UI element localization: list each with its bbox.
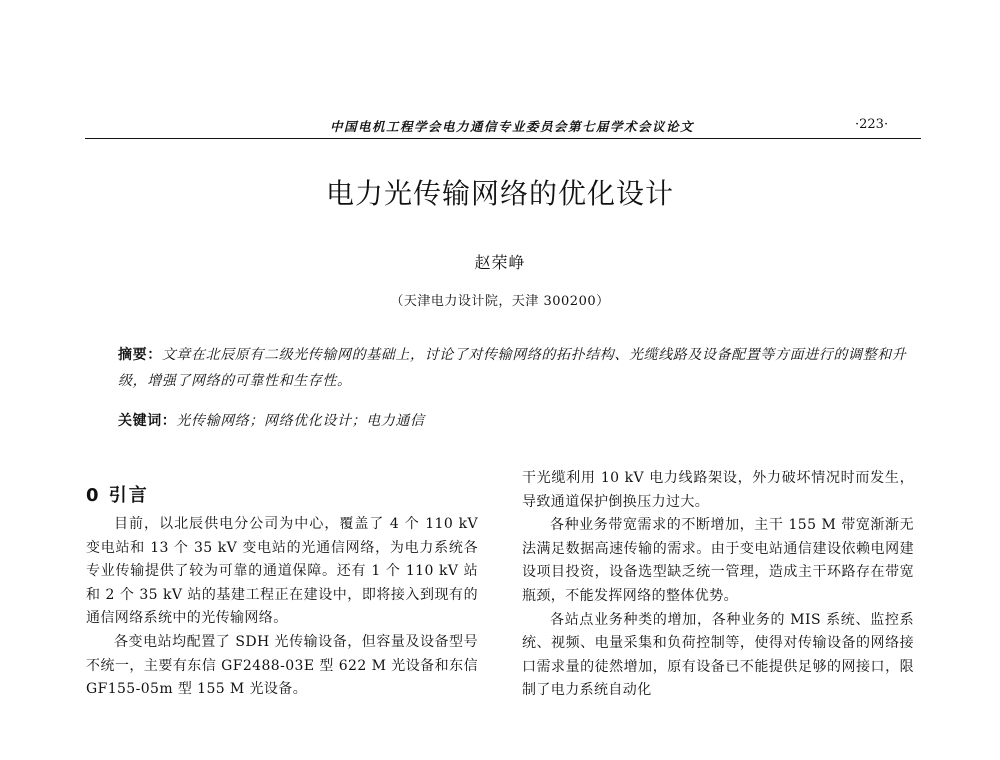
keywords-label: 关键词： <box>118 413 177 429</box>
page-number: ·223· <box>855 117 889 132</box>
abstract-text: 文章在北辰原有二级光传输网的基础上，讨论了对传输网络的拓扑结构、光缆线路及设备配置等方面进行的调整和升级，增强了网络的可靠性和生存性。 <box>118 347 907 389</box>
right-column <box>522 467 914 703</box>
keywords-text: 光传输网络；网络优化设计；电力通信 <box>176 413 425 429</box>
abstract <box>118 342 908 394</box>
paragraph: 各种业务带宽需求的不断增加，主干 155 M 带宽渐渐无法满足数据高速传输的需求。由于变电站通信建设依赖电网建设项目投资，设备选型缺乏统一管理，造成主干环路存在带宽瓶颈，不能发挥网络的整体优势。 <box>522 517 914 604</box>
author: 赵荣峥 <box>474 253 526 272</box>
affiliation: （天津电力设计院，天津 300200） <box>390 294 610 309</box>
paragraph: 各变电站均配置了 SDH 光传输设备，但容量及设备型号不统一，主要有东信 GF2488-03E 型 622 M 光设备和东信 GF155-05m 型 155 M 光设备。 <box>86 633 478 698</box>
keywords <box>118 408 908 434</box>
paragraph: 各站点业务种类的增加，各种业务的 MIS 系统、监控系统、视频、电量采集和负荷控制等，使得对传输设备的网络接口需求量的徒然增加，原有设备已不能提供足够的网接口，限制了电力系统自动化 <box>522 611 914 699</box>
paper-title: 电力光传输网络的优化设计 <box>325 177 674 210</box>
left-column <box>86 513 478 702</box>
paragraph-continued: 干光缆利用 10 kV 电力线路架设，外力破坏情况时而发生，导致通道保护倒换压力过大。 <box>522 470 914 510</box>
paragraph: 目前，以北辰供电分公司为中心，覆盖了 4 个 110 kV 变电站和 13 个 35 kV 变电站的光通信网络，为电力系统各专业传输提供了较为可靠的通道保障。还有 1 个 110 kV 站和 2 个 35 kV 站的基建工程正在建设中，即将接入到现有的通信网络系统中的光传输网络。 <box>86 516 478 627</box>
header-rule <box>85 138 921 139</box>
running-head: 中国电机工程学会电力通信专业委员会第七届学术会议论文 <box>330 119 695 134</box>
section-heading-introduction: 0 引言 <box>86 485 149 506</box>
abstract-label: 摘要： <box>118 347 162 363</box>
